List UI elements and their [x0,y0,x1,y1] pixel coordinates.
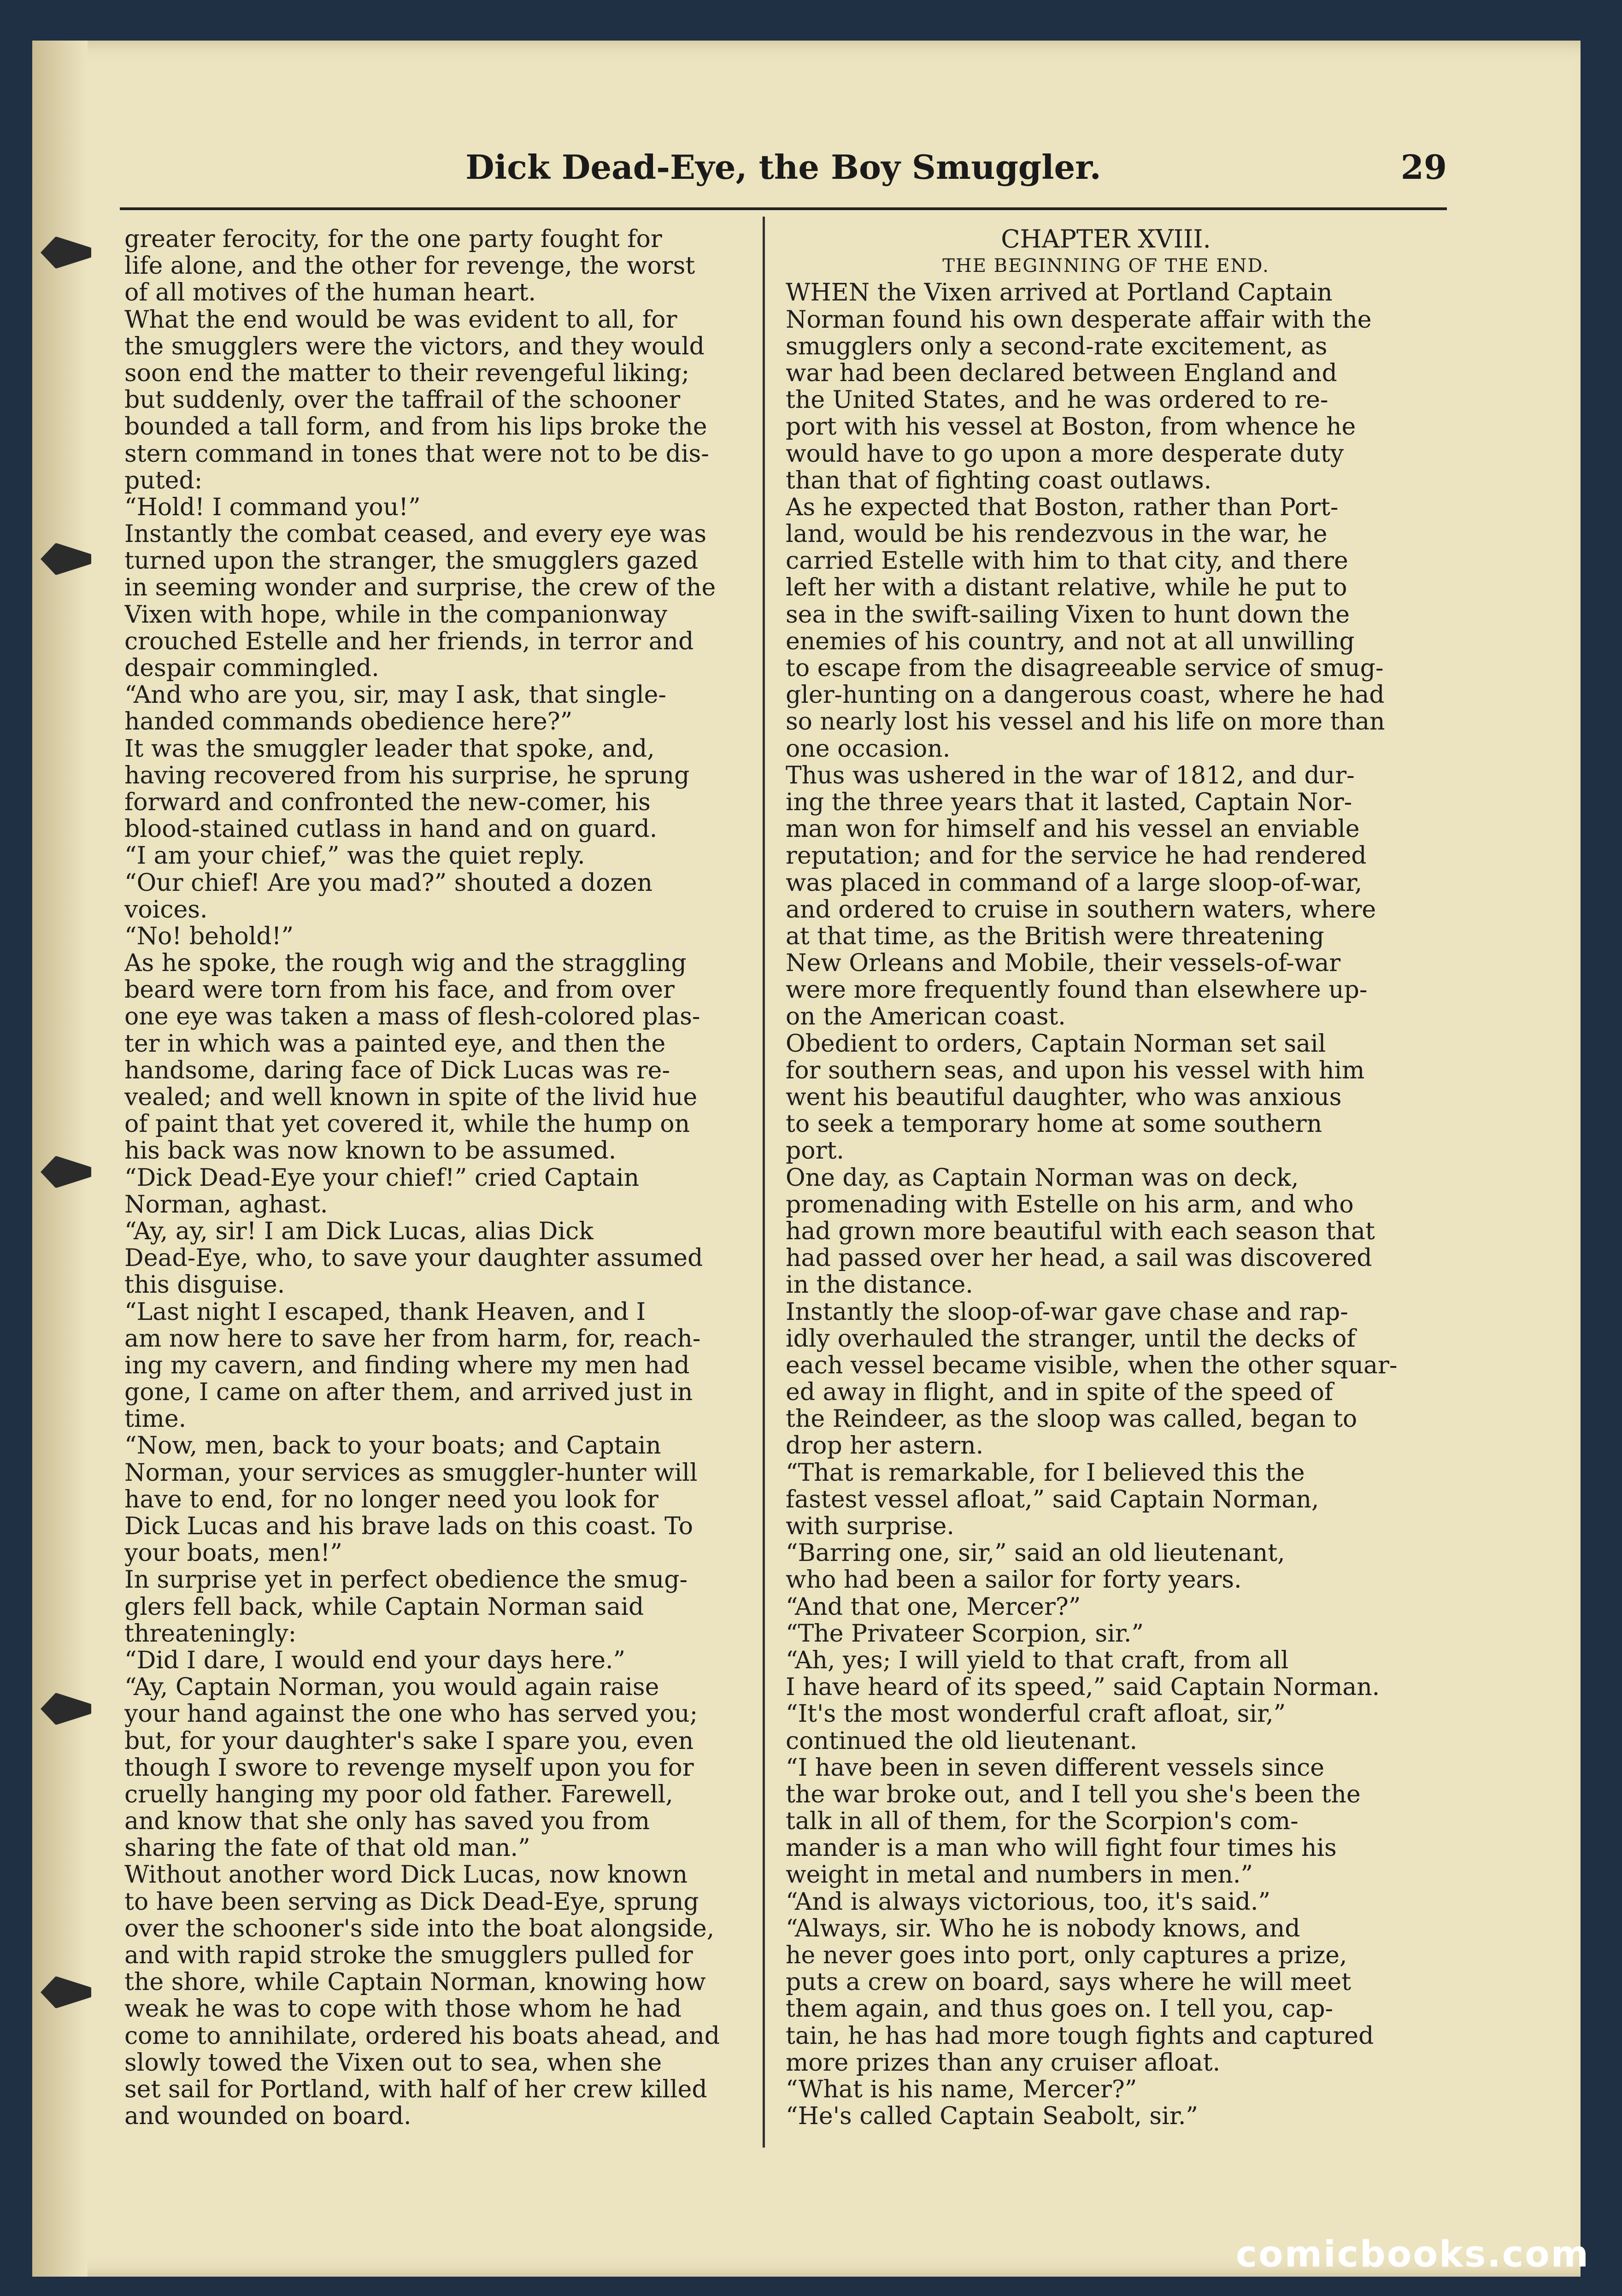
text-line: and ordered to cruise in southern waters, where [786,896,1376,923]
text-line: puts a crew on board, says where he will meet [786,1969,1352,1996]
text-line: come to annihilate, ordered his boats ahead, and [124,2022,720,2049]
text-line: glers fell back, while Captain Norman said [124,1593,644,1620]
left-text-column [124,226,765,2130]
text-line: blood-stained cutlass in hand and on guard. [124,816,658,843]
text-line: tain, he has had more tough fights and captured [786,2022,1374,2049]
text-line: stern command in tones that were not to be dis- [124,440,709,467]
running-header [120,138,1447,210]
text-line: Norman found his own desperate affair with the [786,306,1372,333]
column-divider [763,217,765,2148]
text-line: As he spoke, the rough wig and the straggling [124,950,687,977]
text-line: sea in the swift-sailing Vixen to hunt down the [786,601,1350,628]
text-line: land, would be his rendezvous in the war, he [786,521,1328,548]
text-line: “Last night I escaped, thank Heaven, and I [124,1298,646,1325]
text-line: the United States, and he was ordered to re- [786,387,1328,414]
text-line: turned upon the stranger, the smugglers gazed [124,548,699,575]
text-line: Thus was ushered in the war of 1812, and dur- [786,762,1355,789]
text-line: “That is remarkable, for I believed this the [786,1459,1305,1486]
text-line: he never goes into port, only captures a prize, [786,1942,1347,1969]
text-line: them again, and thus goes on. I tell you, cap- [786,1996,1334,2023]
text-line: “Always, sir. Who he is nobody knows, and [786,1915,1300,1942]
chapter-title: CHAPTER XVIII. [1001,226,1211,253]
text-line: Vixen with hope, while in the companionway [124,601,668,628]
text-line: were more frequently found than elsewhere up- [786,977,1368,1004]
text-line: over the schooner's side into the boat alongside, [124,1915,715,1942]
text-line: this disguise. [124,1272,285,1299]
text-line: ing my cavern, and finding where my men had [124,1352,690,1379]
text-line: In surprise yet in perfect obedience the smug- [124,1566,688,1594]
text-line: man won for himself and his vessel an enviable [786,816,1360,843]
text-line: of paint that yet covered it, while the hump on [124,1111,690,1138]
text-line: ing the three years that it lasted, Captain Nor- [786,789,1352,816]
text-line: the smugglers were the victors, and they would [124,333,705,360]
text-line: talk in all of them, for the Scorpion's com- [786,1808,1299,1835]
text-line: your boats, men!” [124,1540,342,1567]
text-line: had passed over her head, a sail was discovered [786,1245,1372,1272]
text-line: puted: [124,467,203,494]
text-line: “Our chief! Are you mad?” shouted a dozen [124,869,653,896]
text-line: than that of fighting coast outlaws. [786,467,1212,494]
text-line: ter in which was a painted eye, and then the [124,1030,666,1057]
text-line: but suddenly, over the taffrail of the schooner [124,387,681,414]
text-line: “And that one, Mercer?” [786,1593,1081,1620]
text-line: Instantly the combat ceased, and every eye was [124,521,707,548]
text-line: each vessel became visible, when the other squar- [786,1352,1398,1379]
text-line: “He's called Captain Seabolt, sir.” [786,2103,1198,2130]
text-line: What the end would be was evident to all, for [124,306,677,333]
right-column-body [786,279,1426,2130]
text-line: carried Estelle with him to that city, and there [786,548,1348,575]
text-line: sharing the fate of that old man.” [124,1835,530,1862]
text-line: despair commingled. [124,655,379,682]
text-line: ed away in flight, and in spite of the speed of [786,1379,1334,1406]
text-line: “Hold! I command you!” [124,494,421,521]
text-line: at that time, as the British were threatening [786,923,1324,950]
text-line: “Did I dare, I would end your days here.” [124,1647,626,1674]
text-line: “And who are you, sir, may I ask, that single- [124,682,666,709]
text-line: Instantly the sloop-of-war gave chase and rap- [786,1298,1348,1325]
page-title: Dick Dead-Eye, the Boy Smuggler. [465,147,1101,187]
text-line: One day, as Captain Norman was on deck, [786,1164,1299,1191]
text-line: handsome, daring face of Dick Lucas was re- [124,1057,670,1084]
text-line: the shore, while Captain Norman, knowing how [124,1969,706,1996]
text-line: on the American coast. [786,1003,1066,1030]
text-line: Norman, your services as smuggler-hunter will [124,1459,698,1486]
text-line: “I have been in seven different vessels since [786,1754,1324,1781]
text-line: I have heard of its speed,” said Captain Norman. [786,1674,1380,1701]
text-line: your hand against the one who has served you; [124,1701,698,1728]
text-line: port. [786,1137,844,1165]
text-line: As he expected that Boston, rather than Port- [786,494,1339,521]
text-line: left her with a distant relative, while he put to [786,574,1347,601]
text-line: idly overhauled the stranger, until the decks of [786,1325,1356,1352]
text-line: gone, I came on after them, and arrived just in [124,1379,693,1406]
text-line: weight in metal and numbers in men.” [786,1861,1253,1889]
text-line: “I am your chief,” was the quiet reply. [124,842,585,870]
text-line: greater ferocity, for the one party fought for [124,226,662,253]
text-line: was placed in command of a large sloop-of-war, [786,869,1363,896]
text-line: Norman, aghast. [124,1191,328,1218]
site-watermark: comicbooks.com [1235,2234,1590,2275]
text-line: one eye was taken a mass of flesh-colored plas- [124,1003,700,1030]
text-line: to seek a temporary home at some southern [786,1111,1322,1138]
text-line: “Ay, ay, sir! I am Dick Lucas, alias Dick [124,1218,594,1245]
text-line: beard were torn from his face, and from over [124,977,675,1004]
text-line: “Ah, yes; I will yield to that craft, from all [786,1647,1289,1674]
text-line: slowly towed the Vixen out to sea, when she [124,2049,662,2076]
right-text-column [786,226,1426,2130]
text-line: to escape from the disagreeable service of smug- [786,655,1384,682]
text-line: of all motives of the human heart. [124,279,536,306]
text-line: port with his vessel at Boston, from whence he [786,413,1356,441]
text-line: time. [124,1406,187,1433]
chapter-subtitle: THE BEGINNING OF THE END. [942,255,1269,277]
text-line: forward and confronted the new-comer, his [124,789,651,816]
text-line: handed commands obedience here?” [124,708,573,736]
text-line: have to end, for no longer need you look for [124,1486,658,1513]
text-line: bounded a tall form, and from his lips broke the [124,413,707,441]
text-line: “It's the most wonderful craft afloat, sir,” [786,1701,1286,1728]
text-line: Without another word Dick Lucas, now known [124,1861,688,1889]
text-line: fastest vessel afloat,” said Captain Norman, [786,1486,1319,1513]
text-line: smugglers only a second-rate excitement, as [786,333,1328,360]
text-line: crouched Estelle and her friends, in terror and [124,628,694,655]
text-line: his back was now known to be assumed. [124,1137,617,1165]
text-line: who had been a sailor for forty years. [786,1566,1242,1594]
text-line: threateningly: [124,1620,297,1647]
text-line: Dick Lucas and his brave lads on this coast. To [124,1513,693,1540]
text-line: and know that she only has saved you from [124,1808,650,1835]
text-line: in the distance. [786,1272,973,1299]
text-line: “No! behold!” [124,923,294,950]
text-line: one occasion. [786,735,951,762]
text-line: Obedient to orders, Captain Norman set sail [786,1030,1326,1057]
text-line: and wounded on board. [124,2103,411,2130]
text-line: gler-hunting on a dangerous coast, where he had [786,682,1385,709]
text-line: had grown more beautiful with each season that [786,1218,1375,1245]
text-line: the Reindeer, as the sloop was called, began to [786,1406,1358,1433]
text-line: vealed; and well known in spite of the livid hue [124,1084,698,1111]
text-line: war had been declared between England and [786,359,1337,387]
text-line: more prizes than any cruiser afloat. [786,2049,1221,2076]
text-line: Dead-Eye, who, to save your daughter assumed [124,1245,703,1272]
text-line: WHEN the Vixen arrived at Portland Captain [786,279,1333,306]
text-line: for southern seas, and upon his vessel with him [786,1057,1365,1084]
text-line: enemies of his country, and not at all unwilling [786,628,1355,655]
text-line: am now here to save her from harm, for, reach- [124,1325,701,1352]
text-line: set sail for Portland, with half of her crew killed [124,2076,707,2103]
text-line: in seeming wonder and surprise, the crew of the [124,574,716,601]
text-line: reputation; and for the service he had rendered [786,842,1367,870]
text-line: to have been serving as Dick Dead-Eye, sprung [124,1888,699,1915]
text-line: soon end the matter to their revengeful liking; [124,359,690,387]
text-line: “And is always victorious, too, it's said.” [786,1888,1271,1915]
text-line: It was the smuggler leader that spoke, and, [124,735,655,762]
text-line: continued the old lieutenant. [786,1727,1138,1754]
text-line: life alone, and the other for revenge, the worst [124,253,695,280]
text-line: weak he was to cope with those whom he had [124,1996,682,2023]
text-line: so nearly lost his vessel and his life on more than [786,708,1385,736]
text-line: New Orleans and Mobile, their vessels-of-war [786,950,1341,977]
text-line: drop her astern. [786,1432,984,1460]
text-line: with surprise. [786,1513,954,1540]
text-line: “Now, men, back to your boats; and Captain [124,1432,661,1460]
text-line: mander is a man who will fight four times his [786,1835,1337,1862]
text-line: promenading with Estelle on his arm, and who [786,1191,1354,1218]
text-line: though I swore to revenge myself upon you for [124,1754,694,1781]
text-line: “Barring one, sir,” said an old lieutenant, [786,1540,1285,1567]
text-line: “The Privateer Scorpion, sir.” [786,1620,1144,1647]
text-line: “What is his name, Mercer?” [786,2076,1137,2103]
text-line: “Dick Dead-Eye your chief!” cried Captain [124,1164,640,1191]
page-number: 29 [1400,147,1447,187]
text-line: the war broke out, and I tell you she's been the [786,1781,1361,1808]
text-line: would have to go upon a more desperate duty [786,440,1344,467]
text-line: went his beautiful daughter, who was anxious [786,1084,1342,1111]
text-line: “Ay, Captain Norman, you would again raise [124,1674,659,1701]
text-line: but, for your daughter's sake I spare you, even [124,1727,694,1754]
text-line: voices. [124,896,208,923]
text-line: having recovered from his surprise, he sprung [124,762,690,789]
text-line: cruelly hanging my poor old father. Farewell, [124,1781,673,1808]
text-line: and with rapid stroke the smugglers pulled for [124,1942,693,1969]
